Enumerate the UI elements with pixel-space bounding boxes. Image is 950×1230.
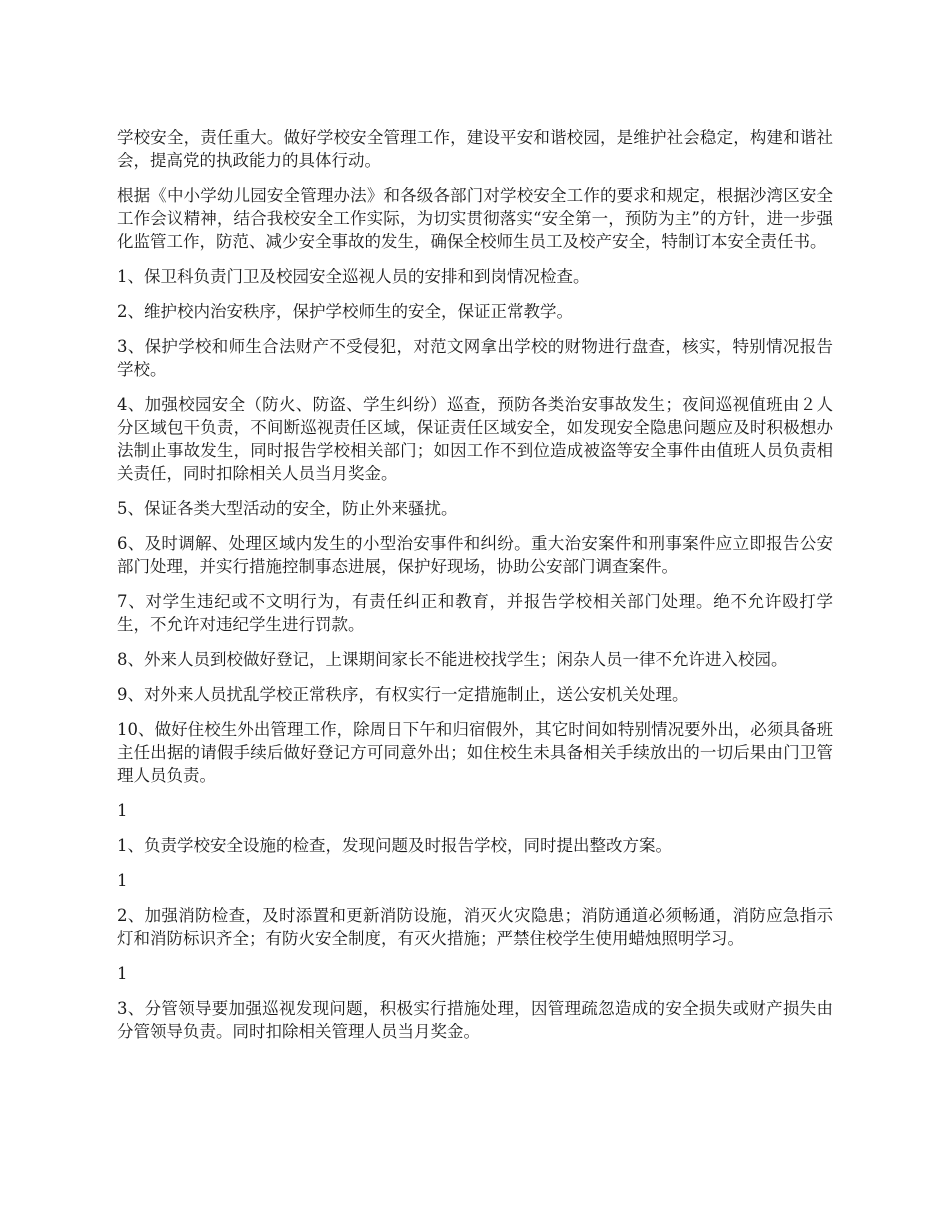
facility-item-1: 1、负责学校安全设施的检查，发现问题及时报告学校，同时提出整改方案。 bbox=[117, 836, 672, 855]
list-item-7: 7、对学生违纪或不文明行为，有责任纠正和教育，并报告学校相关部门处理。绝不允许殴打学生，不允许对违纪学生进行罚款。 bbox=[117, 592, 833, 634]
basis-paragraph: 根据《中小学幼儿园安全管理办法》和各级各部门对学校安全工作的要求和规定，根据沙湾区安全工作会议精神，结合我校安全工作实际，为切实贯彻落实“安全第一，预防为主”的方针，进一步强化监管工作，防范、减少安全事故的发生，确保全校师生员工及校产安全，特制订本安全责任书。 bbox=[117, 186, 833, 251]
list-item-8: 8、外来人员到校做好登记，上课期间家长不能进校找学生；闲杂人员一律不允许进入校园。 bbox=[117, 650, 788, 669]
document-page bbox=[117, 126, 833, 1055]
list-item-3: 3、保护学校和师生合法财产不受侵犯，对范文网拿出学校的财物进行盘查，核实，特别情况报告学校。 bbox=[117, 337, 833, 379]
list-item-1: 1、保卫科负责门卫及校园安全巡视人员的安排和到岗情况检查。 bbox=[117, 267, 590, 286]
section-number: 1 bbox=[117, 801, 128, 820]
list-item-4: 4、加强校园安全（防火、防盗、学生纠纷）巡查，预防各类治安事故发生；夜间巡视值班由２人分区域包干负责，不间断巡视责任区域，保证责任区域安全，如发现安全隐患问题应及时积极想办法制止事故发生，同时报告学校相关部门；如因工作不到位造成被盗等安全事件由值班人员负责相关责任，同时扣除相关人员当月奖金。 bbox=[117, 395, 833, 483]
list-item-6: 6、及时调解、处理区域内发生的小型治安事件和纠纷。重大治安案件和刑事案件应立即报告公安部门处理，并实行措施控制事态进展，保护好现场，协助公安部门调查案件。 bbox=[117, 534, 833, 576]
list-item-5: 5、保证各类大型活动的安全，防止外来骚扰。 bbox=[117, 499, 458, 518]
list-item-10: 10、做好住校生外出管理工作，除周日下午和归宿假外，其它时间如特别情况要外出，必须具备班主任出据的请假手续后做好登记方可同意外出；如住校生未具备相关手续放出的一切后果由门卫管理人员负责。 bbox=[117, 720, 833, 785]
list-item-9: 9、对外来人员扰乱学校正常秩序，有权实行一定措施制止，送公安机关处理。 bbox=[117, 685, 689, 704]
list-item-2: 2、维护校内治安秩序，保护学校师生的安全，保证正常教学。 bbox=[117, 302, 573, 321]
section-number: 1 bbox=[117, 964, 128, 983]
facility-item-3: 3、分管领导要加强巡视发现问题，积极实行措施处理，因管理疏忽造成的安全损失或财产损失由分管领导负责。同时扣除相关管理人员当月奖金。 bbox=[117, 999, 833, 1041]
facility-item-2: 2、加强消防检查，及时添置和更新消防设施，消灭火灾隐患；消防通道必须畅通，消防应急指示灯和消防标识齐全；有防火安全制度，有灭火措施；严禁住校学生使用蜡烛照明学习。 bbox=[117, 906, 833, 948]
section-number: 1 bbox=[117, 871, 128, 890]
intro-paragraph: 学校安全，责任重大。做好学校安全管理工作，建设平安和谐校园，是维护社会稳定，构建和谐社会，提高党的执政能力的具体行动。 bbox=[117, 128, 833, 170]
